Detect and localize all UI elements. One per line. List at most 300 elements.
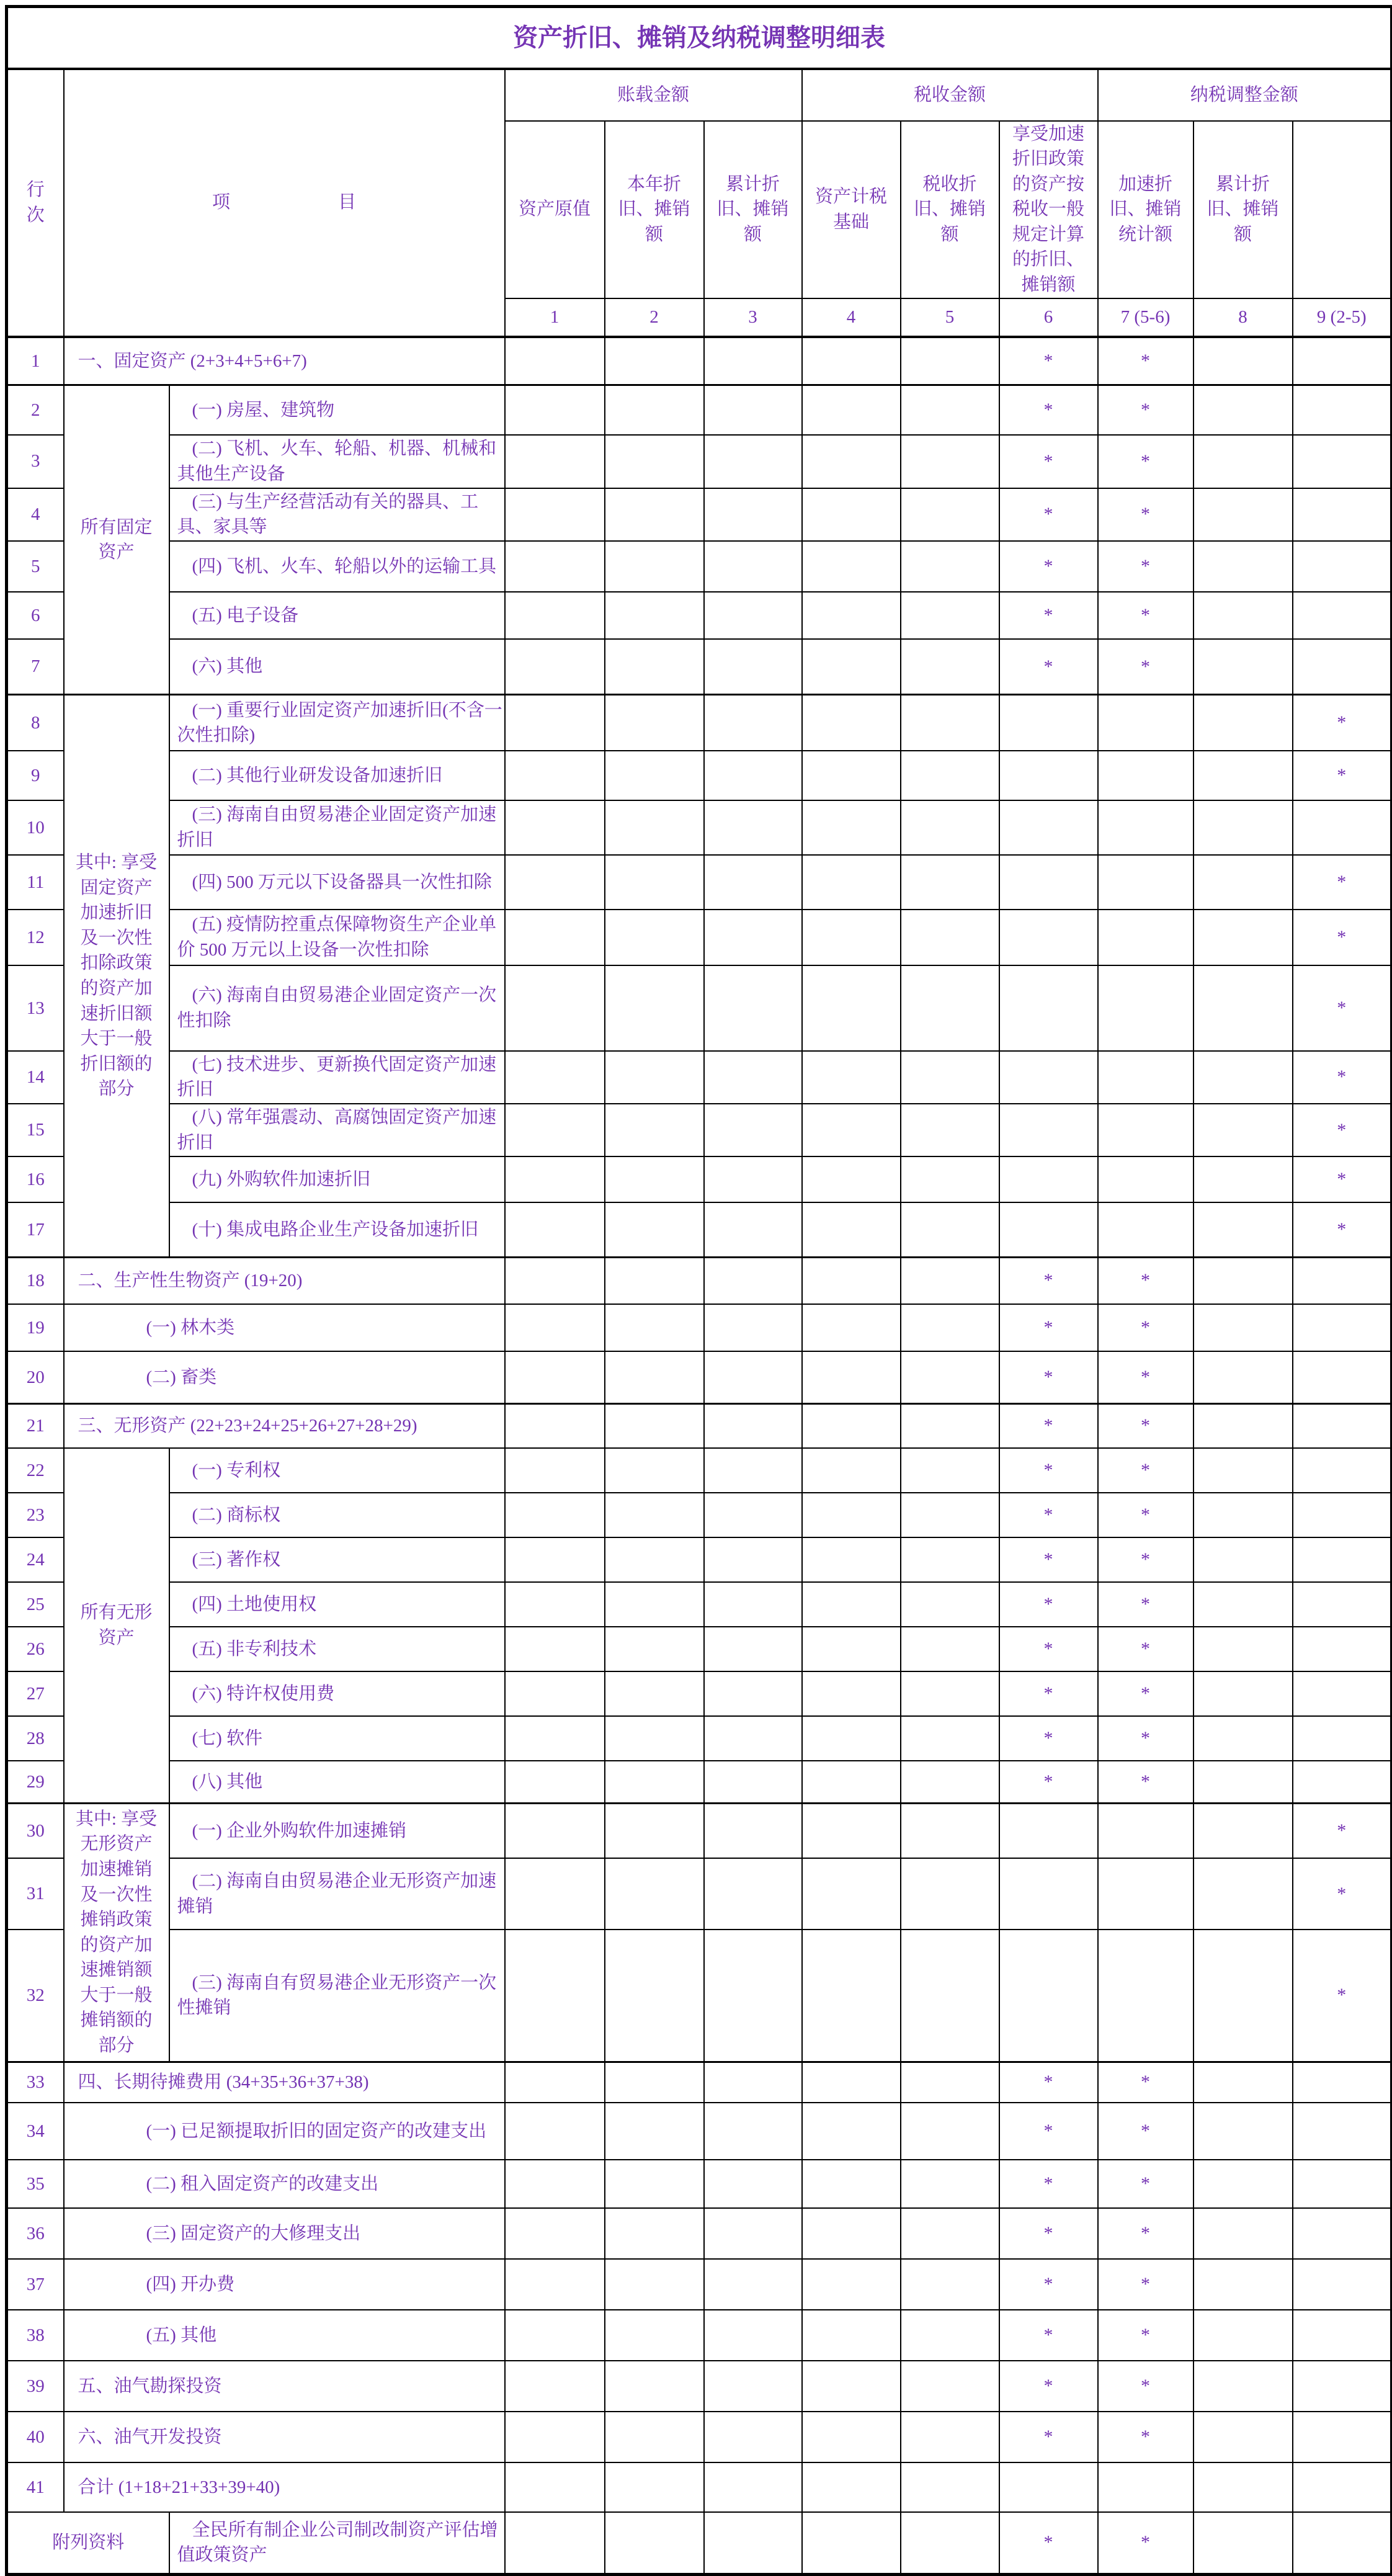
value-cell bbox=[704, 337, 802, 385]
value-cell bbox=[704, 695, 802, 751]
row-number: 32 bbox=[7, 1930, 64, 2062]
row-number: 20 bbox=[7, 1351, 64, 1403]
item-label: (四) 开办费 bbox=[64, 2259, 505, 2310]
star-cell: * bbox=[999, 1403, 1098, 1448]
value-cell bbox=[999, 2462, 1098, 2512]
value-cell bbox=[901, 1403, 999, 1448]
value-cell bbox=[999, 965, 1098, 1051]
value-cell bbox=[802, 488, 901, 541]
value-cell bbox=[505, 592, 605, 639]
row-number: 40 bbox=[7, 2412, 64, 2462]
row-number: 18 bbox=[7, 1257, 64, 1304]
value-cell bbox=[704, 910, 802, 965]
value-cell bbox=[901, 2259, 999, 2310]
star-cell: * bbox=[999, 385, 1098, 435]
value-cell bbox=[802, 2103, 901, 2160]
value-cell bbox=[605, 2062, 704, 2103]
star-cell: * bbox=[1098, 2412, 1193, 2462]
value-cell bbox=[605, 1257, 704, 1304]
value-cell bbox=[901, 639, 999, 695]
value-cell bbox=[901, 1493, 999, 1537]
value-cell bbox=[1098, 1156, 1193, 1202]
star-cell: * bbox=[1098, 435, 1193, 488]
star-cell: * bbox=[1098, 2208, 1193, 2259]
value-cell bbox=[505, 855, 605, 910]
item-label: (十) 集成电路企业生产设备加速折旧 bbox=[169, 1202, 505, 1257]
value-cell bbox=[999, 1156, 1098, 1202]
item-label: (六) 特许权使用费 bbox=[169, 1671, 505, 1716]
row-number: 8 bbox=[7, 695, 64, 751]
value-cell bbox=[505, 1448, 605, 1493]
value-cell bbox=[1098, 1858, 1193, 1930]
item-label: (七) 软件 bbox=[169, 1716, 505, 1761]
item-label: (四) 飞机、火车、轮船以外的运输工具 bbox=[169, 541, 505, 592]
item-label: (八) 其他 bbox=[169, 1761, 505, 1803]
value-cell bbox=[704, 2310, 802, 2361]
value-cell bbox=[901, 800, 999, 855]
value-cell bbox=[1098, 1051, 1193, 1104]
value-cell bbox=[901, 2310, 999, 2361]
star-cell: * bbox=[999, 2062, 1098, 2103]
value-cell bbox=[901, 2103, 999, 2160]
value-cell bbox=[901, 965, 999, 1051]
value-cell bbox=[505, 1716, 605, 1761]
value-cell bbox=[704, 1493, 802, 1537]
value-cell bbox=[1293, 1493, 1392, 1537]
value-cell bbox=[704, 1858, 802, 1930]
value-cell bbox=[1293, 800, 1392, 855]
value-cell bbox=[802, 1537, 901, 1582]
value-cell bbox=[1193, 1403, 1293, 1448]
value-cell bbox=[1293, 1537, 1392, 1582]
value-cell bbox=[505, 2361, 605, 2412]
star-cell: * bbox=[1098, 1537, 1193, 1582]
value-cell bbox=[1293, 1582, 1392, 1627]
value-cell bbox=[1293, 488, 1392, 541]
item-label: (四) 土地使用权 bbox=[169, 1582, 505, 1627]
value-cell bbox=[704, 1104, 802, 1156]
value-cell bbox=[505, 2103, 605, 2160]
value-cell bbox=[802, 385, 901, 435]
row-number: 28 bbox=[7, 1716, 64, 1761]
item-label: (二) 飞机、火车、轮船、机器、机械和其他生产设备 bbox=[169, 435, 505, 488]
star-cell: * bbox=[999, 2512, 1098, 2574]
value-cell bbox=[605, 1403, 704, 1448]
value-cell bbox=[1293, 2412, 1392, 2462]
star-cell: * bbox=[999, 639, 1098, 695]
value-cell bbox=[1193, 1537, 1293, 1582]
asset-depreciation-table bbox=[5, 5, 1392, 2576]
group-label-all-intangible-assets: 所有无形资产 bbox=[64, 1448, 169, 1803]
group-label-fixed-accel-policy: 其中: 享受固定资产加速折旧及一次性扣除政策的资产加速折旧额大于一般折旧额的部分 bbox=[64, 695, 169, 1257]
value-cell bbox=[605, 1858, 704, 1930]
item-label: (七) 技术进步、更新换代固定资产加速折旧 bbox=[169, 1051, 505, 1104]
value-cell bbox=[901, 1051, 999, 1104]
value-cell bbox=[505, 2160, 605, 2208]
value-cell bbox=[505, 639, 605, 695]
value-cell bbox=[505, 1582, 605, 1627]
value-cell bbox=[704, 1671, 802, 1716]
row-number: 15 bbox=[7, 1104, 64, 1156]
value-cell bbox=[1193, 1156, 1293, 1202]
star-cell: * bbox=[999, 1761, 1098, 1803]
value-cell bbox=[704, 592, 802, 639]
value-cell bbox=[802, 751, 901, 800]
item-label: (八) 常年强震动、高腐蚀固定资产加速折旧 bbox=[169, 1104, 505, 1156]
value-cell bbox=[802, 1858, 901, 1930]
value-cell bbox=[802, 1627, 901, 1671]
row-number: 3 bbox=[7, 435, 64, 488]
value-cell bbox=[505, 965, 605, 1051]
value-cell bbox=[704, 1537, 802, 1582]
star-cell: * bbox=[1098, 1582, 1193, 1627]
value-cell bbox=[605, 1104, 704, 1156]
item-label: (三) 著作权 bbox=[169, 1537, 505, 1582]
star-cell: * bbox=[999, 1493, 1098, 1537]
value-cell bbox=[901, 1257, 999, 1304]
row-number: 41 bbox=[7, 2462, 64, 2512]
item-label: 五、油气勘探投资 bbox=[64, 2361, 505, 2412]
value-cell bbox=[704, 488, 802, 541]
value-cell bbox=[802, 2208, 901, 2259]
row-number: 19 bbox=[7, 1304, 64, 1351]
value-cell bbox=[999, 695, 1098, 751]
value-cell bbox=[1293, 2208, 1392, 2259]
star-cell: * bbox=[999, 488, 1098, 541]
value-cell bbox=[1193, 855, 1293, 910]
value-cell bbox=[1193, 435, 1293, 488]
col-number-2: 2 bbox=[605, 298, 704, 337]
value-cell bbox=[505, 1156, 605, 1202]
value-cell bbox=[802, 1716, 901, 1761]
value-cell bbox=[605, 2361, 704, 2412]
value-cell bbox=[505, 1104, 605, 1156]
value-cell bbox=[1293, 1257, 1392, 1304]
value-cell bbox=[1293, 1761, 1392, 1803]
star-cell: * bbox=[999, 1671, 1098, 1716]
value-cell bbox=[999, 751, 1098, 800]
value-cell bbox=[1098, 751, 1193, 800]
col-number-6: 6 bbox=[999, 298, 1098, 337]
star-cell: * bbox=[999, 1351, 1098, 1403]
value-cell bbox=[1193, 1582, 1293, 1627]
item-label: (二) 商标权 bbox=[169, 1493, 505, 1537]
value-cell bbox=[704, 1304, 802, 1351]
value-cell bbox=[999, 800, 1098, 855]
item-label: (二) 其他行业研发设备加速折旧 bbox=[169, 751, 505, 800]
value-cell bbox=[901, 385, 999, 435]
value-cell bbox=[802, 1671, 901, 1716]
value-cell bbox=[1193, 1803, 1293, 1858]
group-label-intangible-accel-policy: 其中: 享受无形资产加速摊销及一次性摊销政策的资产加速摊销额大于一般摊销额的部分 bbox=[64, 1803, 169, 2062]
value-cell bbox=[802, 1493, 901, 1537]
col-header-accum-adjust-depr: 累计折旧、摊销额 bbox=[1193, 121, 1293, 298]
value-cell bbox=[505, 2462, 605, 2512]
value-cell bbox=[802, 2062, 901, 2103]
group-label-all-fixed-assets: 所有固定资产 bbox=[64, 385, 169, 695]
value-cell bbox=[802, 2512, 901, 2574]
value-cell bbox=[1193, 2310, 1293, 2361]
value-cell bbox=[505, 1493, 605, 1537]
value-cell bbox=[1193, 1858, 1293, 1930]
col-number-1: 1 bbox=[505, 298, 605, 337]
value-cell bbox=[505, 337, 605, 385]
value-cell bbox=[1293, 2361, 1392, 2412]
value-cell bbox=[704, 639, 802, 695]
col-header-accumulated-depr: 累计折旧、摊销额 bbox=[704, 121, 802, 298]
value-cell bbox=[505, 695, 605, 751]
value-cell bbox=[901, 855, 999, 910]
value-cell bbox=[999, 1104, 1098, 1156]
value-cell bbox=[704, 751, 802, 800]
value-cell bbox=[1293, 1448, 1392, 1493]
value-cell bbox=[1293, 592, 1392, 639]
value-cell bbox=[999, 1930, 1098, 2062]
value-cell bbox=[704, 1627, 802, 1671]
value-cell bbox=[901, 2412, 999, 2462]
item-label: (一) 林木类 bbox=[64, 1304, 505, 1351]
row-number: 29 bbox=[7, 1761, 64, 1803]
value-cell bbox=[901, 1351, 999, 1403]
value-cell bbox=[605, 855, 704, 910]
value-cell bbox=[605, 1671, 704, 1716]
item-label: (三) 海南自由贸易港企业固定资产加速折旧 bbox=[169, 800, 505, 855]
value-cell bbox=[704, 2512, 802, 2574]
star-cell: * bbox=[1098, 2310, 1193, 2361]
value-cell bbox=[605, 1537, 704, 1582]
value-cell bbox=[1293, 2103, 1392, 2160]
value-cell bbox=[802, 1051, 901, 1104]
star-cell: * bbox=[1293, 910, 1392, 965]
value-cell bbox=[1293, 2462, 1392, 2512]
value-cell bbox=[704, 2062, 802, 2103]
value-cell bbox=[704, 1051, 802, 1104]
value-cell bbox=[901, 337, 999, 385]
value-cell bbox=[1293, 2310, 1392, 2361]
header-row-no: 行次 bbox=[7, 69, 64, 337]
value-cell bbox=[505, 1671, 605, 1716]
value-cell bbox=[704, 435, 802, 488]
star-cell: * bbox=[1098, 1493, 1193, 1537]
value-cell bbox=[1098, 800, 1193, 855]
value-cell bbox=[1193, 2259, 1293, 2310]
value-cell bbox=[505, 1761, 605, 1803]
item-label: (二) 畜类 bbox=[64, 1351, 505, 1403]
value-cell bbox=[605, 541, 704, 592]
value-cell bbox=[505, 2259, 605, 2310]
row-number: 1 bbox=[7, 337, 64, 385]
value-cell bbox=[505, 2412, 605, 2462]
value-cell bbox=[505, 1403, 605, 1448]
star-cell: * bbox=[1098, 1257, 1193, 1304]
star-cell: * bbox=[1293, 1104, 1392, 1156]
value-cell bbox=[505, 800, 605, 855]
value-cell bbox=[999, 910, 1098, 965]
value-cell bbox=[1098, 1803, 1193, 1858]
item-label: (五) 非专利技术 bbox=[169, 1627, 505, 1671]
value-cell bbox=[802, 695, 901, 751]
star-cell: * bbox=[999, 2361, 1098, 2412]
star-cell: * bbox=[999, 1537, 1098, 1582]
value-cell bbox=[1193, 2160, 1293, 2208]
value-cell bbox=[704, 1351, 802, 1403]
value-cell bbox=[505, 2512, 605, 2574]
value-cell bbox=[802, 2412, 901, 2462]
item-label: 二、生产性生物资产 (19+20) bbox=[64, 1257, 505, 1304]
value-cell bbox=[999, 1803, 1098, 1858]
star-cell: * bbox=[999, 1582, 1098, 1627]
star-cell: * bbox=[1098, 541, 1193, 592]
value-cell bbox=[505, 1051, 605, 1104]
item-label: (一) 已足额提取折旧的固定资产的改建支出 bbox=[64, 2103, 505, 2160]
value-cell bbox=[605, 2462, 704, 2512]
value-cell bbox=[802, 1202, 901, 1257]
header-item: 项 目 bbox=[64, 69, 505, 337]
row-number: 12 bbox=[7, 910, 64, 965]
value-cell bbox=[802, 1582, 901, 1627]
star-cell: * bbox=[1098, 1403, 1193, 1448]
value-cell bbox=[704, 2259, 802, 2310]
value-cell bbox=[605, 2208, 704, 2259]
col-header-accel-policy-general-depr: 享受加速折旧政策的资产按税收一般规定计算的折旧、摊销额 bbox=[999, 121, 1098, 298]
value-cell bbox=[605, 1051, 704, 1104]
value-cell bbox=[1193, 592, 1293, 639]
star-cell: * bbox=[999, 337, 1098, 385]
value-cell bbox=[704, 2412, 802, 2462]
row-number: 39 bbox=[7, 2361, 64, 2412]
value-cell bbox=[1293, 1671, 1392, 1716]
star-cell: * bbox=[999, 1304, 1098, 1351]
value-cell bbox=[605, 1448, 704, 1493]
value-cell bbox=[901, 1537, 999, 1582]
value-cell bbox=[1098, 1202, 1193, 1257]
value-cell bbox=[505, 1803, 605, 1858]
value-cell bbox=[1193, 2462, 1293, 2512]
value-cell bbox=[1293, 1304, 1392, 1351]
value-cell bbox=[1098, 1104, 1193, 1156]
value-cell bbox=[901, 435, 999, 488]
value-cell bbox=[605, 337, 704, 385]
value-cell bbox=[802, 1257, 901, 1304]
header-group-book-amount: 账载金额 bbox=[505, 69, 802, 121]
value-cell bbox=[901, 1304, 999, 1351]
item-label: (一) 房屋、建筑物 bbox=[169, 385, 505, 435]
value-cell bbox=[505, 541, 605, 592]
col-header-blank bbox=[1293, 121, 1392, 298]
value-cell bbox=[999, 855, 1098, 910]
item-label: 三、无形资产 (22+23+24+25+26+27+28+29) bbox=[64, 1403, 505, 1448]
col-number-4: 4 bbox=[802, 298, 901, 337]
star-cell: * bbox=[1098, 1351, 1193, 1403]
col-header-asset-tax-basis: 资产计税基础 bbox=[802, 121, 901, 298]
value-cell bbox=[802, 1448, 901, 1493]
value-cell bbox=[605, 639, 704, 695]
header-group-adjust-amount: 纳税调整金额 bbox=[1098, 69, 1392, 121]
value-cell bbox=[1293, 1627, 1392, 1671]
value-cell bbox=[901, 1671, 999, 1716]
value-cell bbox=[505, 2208, 605, 2259]
value-cell bbox=[901, 1858, 999, 1930]
value-cell bbox=[1193, 1104, 1293, 1156]
star-cell: * bbox=[1098, 1716, 1193, 1761]
value-cell bbox=[901, 1716, 999, 1761]
star-cell: * bbox=[999, 2310, 1098, 2361]
value-cell bbox=[1193, 337, 1293, 385]
value-cell bbox=[605, 1202, 704, 1257]
row-number: 34 bbox=[7, 2103, 64, 2160]
star-cell: * bbox=[1098, 2361, 1193, 2412]
value-cell bbox=[802, 1761, 901, 1803]
value-cell bbox=[1293, 2160, 1392, 2208]
star-cell: * bbox=[1293, 965, 1392, 1051]
value-cell bbox=[999, 1051, 1098, 1104]
value-cell bbox=[505, 1351, 605, 1403]
item-label: (四) 500 万元以下设备器具一次性扣除 bbox=[169, 855, 505, 910]
value-cell bbox=[704, 2361, 802, 2412]
value-cell bbox=[605, 592, 704, 639]
item-label: 六、油气开发投资 bbox=[64, 2412, 505, 2462]
item-label: (六) 海南自由贸易港企业固定资产一次性扣除 bbox=[169, 965, 505, 1051]
col-header-tax-depr: 税收折旧、摊销额 bbox=[901, 121, 999, 298]
value-cell bbox=[605, 751, 704, 800]
star-cell: * bbox=[999, 2412, 1098, 2462]
value-cell bbox=[605, 1761, 704, 1803]
star-cell: * bbox=[1098, 1761, 1193, 1803]
value-cell bbox=[802, 800, 901, 855]
value-cell bbox=[1293, 2259, 1392, 2310]
value-cell bbox=[1293, 337, 1392, 385]
star-cell: * bbox=[999, 1716, 1098, 1761]
value-cell bbox=[605, 2160, 704, 2208]
star-cell: * bbox=[999, 592, 1098, 639]
value-cell bbox=[704, 965, 802, 1051]
value-cell bbox=[1193, 1304, 1293, 1351]
value-cell bbox=[901, 2208, 999, 2259]
value-cell bbox=[1293, 435, 1392, 488]
value-cell bbox=[1098, 855, 1193, 910]
item-label: (五) 疫情防控重点保障物资生产企业单价 500 万元以上设备一次性扣除 bbox=[169, 910, 505, 965]
value-cell bbox=[704, 855, 802, 910]
star-cell: * bbox=[1098, 2160, 1193, 2208]
star-cell: * bbox=[999, 2208, 1098, 2259]
value-cell bbox=[802, 2160, 901, 2208]
value-cell bbox=[901, 1761, 999, 1803]
value-cell bbox=[605, 435, 704, 488]
star-cell: * bbox=[1293, 1858, 1392, 1930]
star-cell: * bbox=[1293, 1202, 1392, 1257]
star-cell: * bbox=[1098, 1304, 1193, 1351]
row-number: 13 bbox=[7, 965, 64, 1051]
value-cell bbox=[605, 1304, 704, 1351]
value-cell bbox=[704, 1156, 802, 1202]
star-cell: * bbox=[1098, 385, 1193, 435]
value-cell bbox=[1193, 1493, 1293, 1537]
row-number: 7 bbox=[7, 639, 64, 695]
appendix-item-label: 全民所有制企业公司制改制资产评估增值政策资产 bbox=[169, 2512, 505, 2574]
star-cell: * bbox=[1098, 2062, 1193, 2103]
value-cell bbox=[1193, 2512, 1293, 2574]
value-cell bbox=[505, 1858, 605, 1930]
value-cell bbox=[605, 1493, 704, 1537]
value-cell bbox=[901, 1448, 999, 1493]
value-cell bbox=[901, 1627, 999, 1671]
row-number: 2 bbox=[7, 385, 64, 435]
value-cell bbox=[1098, 695, 1193, 751]
value-cell bbox=[999, 1858, 1098, 1930]
col-number-9: 9 (2-5) bbox=[1293, 298, 1392, 337]
value-cell bbox=[802, 1930, 901, 2062]
star-cell: * bbox=[999, 1257, 1098, 1304]
